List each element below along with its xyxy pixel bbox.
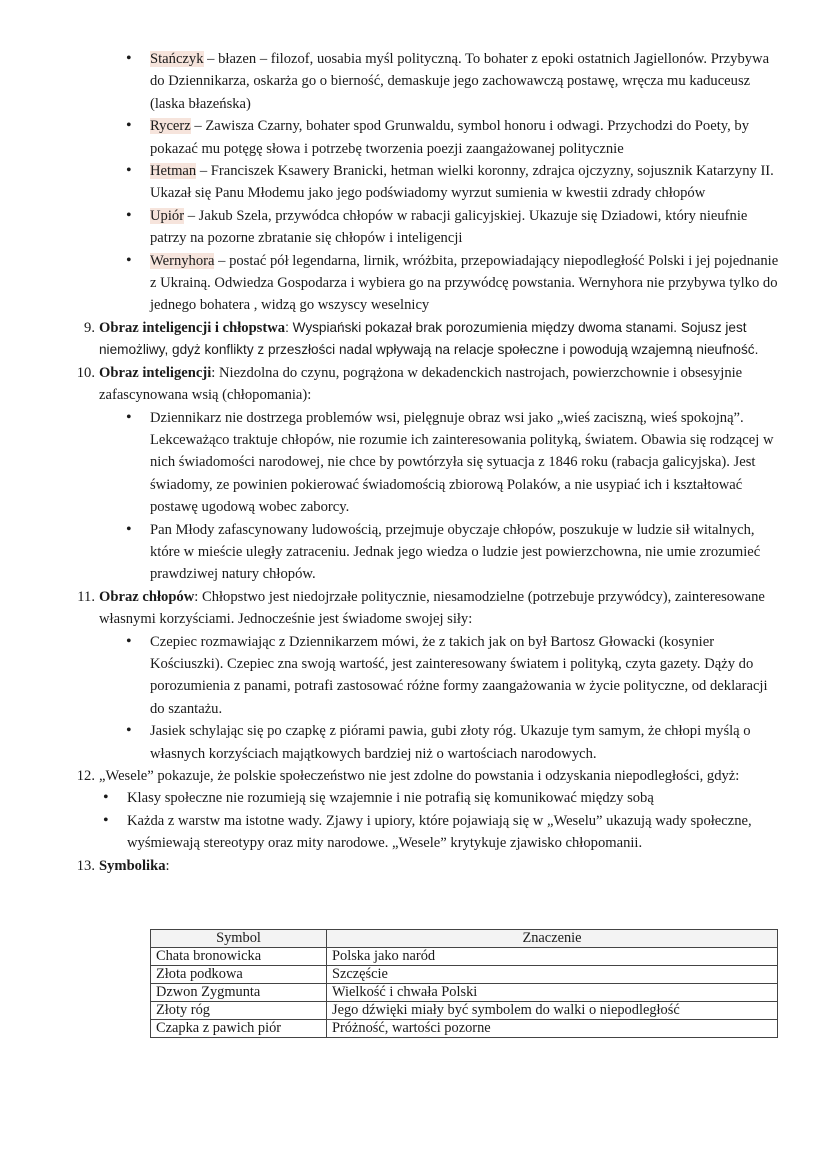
- bullet-icon: •: [126, 520, 132, 538]
- item-12-bullet: [103, 810, 777, 855]
- bullet-icon: •: [126, 408, 132, 426]
- bullet-icon: •: [103, 811, 109, 829]
- item-text: : Wyspiański pokazał brak porozumienia między dwoma stanami. Sojusz jest niemożliwy, gdyż konflikty z przeszłości nadal wpływają na relacje społeczne i powodują wzajemną nieufność.: [99, 319, 759, 358]
- item-number: 9.: [84, 319, 95, 336]
- bullet-text: Każda z warstw ma istotne wady. Zjawy i upiory, które pojawiają się w „Weselu” ukazują wady społeczne, wyśmiewają stereotypy oraz mity narodowe. „Wesele” krytykuje zjawisko chłopomanii.: [127, 812, 752, 852]
- meaning-cell: Wielkość i chwała Polski: [327, 984, 778, 1002]
- bullet-icon: •: [126, 722, 132, 740]
- bullet-icon: •: [126, 117, 132, 135]
- item-number: 12.: [76, 768, 95, 784]
- table-row: [151, 948, 778, 966]
- character-name: Wernyhora: [150, 252, 215, 269]
- item-10: [76, 362, 774, 407]
- item-11-bullet: [126, 720, 775, 765]
- meaning-cell: Polska jako naród: [327, 948, 778, 966]
- character-name: Hetman: [150, 163, 197, 180]
- item-number: 11.: [77, 588, 95, 605]
- character-item: [126, 250, 780, 317]
- character-description: – Franciszek Ksawery Branicki, hetman wielki koronny, zdrajca ojczyzny, sojusznik Katarzyny II. Ukazał się Panu Młodemu jako jego podświadomy wyrzut sumienia w kwestii zdrady chłopów: [150, 163, 774, 202]
- character-description: – błazen – filozof, uosabia myśl polityczną. To bohater z epoki ostatnich Jagiellonów. Przybywa do Dziennikarza, oskarża go o bierność, demaskuje jego zachowawczą postawę, wręcza mu kaduceusz (laska błazeńska): [150, 51, 770, 112]
- table-header-row: [151, 930, 778, 948]
- symbol-cell: Chata bronowicka: [151, 948, 327, 966]
- meaning-cell: Jego dźwięki miały być symbolem do walki o niepodległość: [327, 1002, 778, 1020]
- item-10-bullet: [126, 407, 775, 519]
- character-item: [126, 205, 780, 250]
- item-12-bullet: [103, 787, 777, 809]
- character-item: [126, 48, 780, 115]
- character-item: [126, 115, 780, 160]
- document-page: [0, 48, 828, 877]
- symbol-cell: Dzwon Zygmunta: [151, 984, 327, 1002]
- table-row: [151, 1002, 778, 1020]
- symbol-cell: Czapka z pawich piór: [151, 1020, 327, 1038]
- item-12: [76, 765, 774, 787]
- meaning-cell: Szczęście: [327, 966, 778, 984]
- item-text: „Wesele” pokazuje, że polskie społeczeństwo nie jest zdolne do powstania i odzyskania niepodległości, gdyż:: [99, 768, 740, 784]
- item-title: Obraz chłopów: [99, 588, 195, 605]
- bullet-icon: •: [103, 789, 109, 807]
- bullet-text: Klasy społeczne nie rozumieją się wzajemnie i nie potrafią się komunikować między sobą: [127, 790, 654, 807]
- character-description: – Jakub Szela, przywódca chłopów w rabacji galicyjskiej. Ukazuje się Dziadowi, który nieufnie patrzy na pozorne zbratanie się chłopów i inteligencji: [150, 207, 748, 247]
- item-number: 13.: [76, 857, 95, 874]
- item-10-bullet: [126, 519, 775, 586]
- symbol-cell: Złota podkowa: [151, 966, 327, 984]
- character-name: Rycerz: [150, 118, 191, 135]
- character-name: Upiór: [150, 207, 185, 224]
- character-description: – postać pół legendarna, lirnik, wróżbita, przepowiadający niepodległość Polski i jej pojednanie z Ukrainą. Odwiedza Gospodarza i wybiera go na przywódcę powstania. Wernyhora nie przybywa tylko do jednego bohatera , widzą go wszyscy weselnicy: [150, 252, 779, 314]
- character-list: [0, 48, 828, 317]
- character-item: [126, 160, 780, 205]
- character-name: Stańczyk: [150, 51, 204, 67]
- character-description: – Zawisza Czarny, bohater spod Grunwaldu, symbol honoru i odwagi. Przychodzi do Poety, by pokazać mu potęgę słowa i potrzebę tworzenia poezji zaangażowanej politycznie: [150, 118, 749, 157]
- meaning-cell: Próżność, wartości pozorne: [327, 1020, 778, 1038]
- symbol-cell: Złoty róg: [151, 1002, 327, 1020]
- table-row: [151, 984, 778, 1002]
- table-header: Znaczenie: [327, 930, 778, 948]
- table-row: [151, 1020, 778, 1038]
- table-header: Symbol: [151, 930, 327, 948]
- bullet-text: Czepiec rozmawiając z Dziennikarzem mówi, że z takich jak on był Bartosz Głowacki (kosynier Kościuszki). Czepiec zna swoją wartość, jest zainteresowany światem i polityką, czyta gazety. Dąży do porozumienia z panami, potrafi zastosować różne formy zaangażowania w życie polityczne, od deklaracji do szantażu.: [150, 633, 768, 717]
- item-13: [76, 855, 774, 877]
- bullet-text: Jasiek schylając się po czapkę z piórami pawia, gubi złoty róg. Ukazuje tym samym, że chłopi myślą o własnych korzyściach majątkowych bardziej niż o wartościach narodowych.: [150, 723, 751, 762]
- symbol-table: [150, 929, 778, 1038]
- item-11-bullet: [126, 631, 775, 721]
- bullet-text: Pan Młody zafascynowany ludowością, przejmuje obyczaje chłopów, poszukuje w ludzie sił witalnych, które w mieście uległy zatraceniu. Jednak jego wiedza o ludzie jest powierzchowna, nie umie zrozumieć prawdziwej natury chłopów.: [150, 521, 761, 583]
- table-row: [151, 966, 778, 984]
- bullet-icon: •: [126, 632, 132, 650]
- item-title: Obraz inteligencji: [99, 364, 212, 381]
- item-title: Obraz inteligencji i chłopstwa: [99, 319, 286, 336]
- bullet-icon: •: [126, 251, 132, 269]
- item-text: : Chłopstwo jest niedojrzałe politycznie, niesamodzielne (potrzebuje przywódcy), zainteresowane własnymi korzyściami. Jednocześnie jest świadome swojej siły:: [99, 588, 765, 628]
- item-number: 10.: [76, 364, 95, 381]
- bullet-icon: •: [126, 206, 132, 224]
- item-colon: :: [165, 857, 170, 874]
- item-text: : Niezdolna do czynu, pogrążona w dekadenckich nastrojach, powierzchownie i obsesyjnie zafascynowana wsią (chłopomania):: [99, 364, 743, 404]
- item-11: [77, 586, 774, 631]
- item-title: Symbolika: [99, 857, 166, 874]
- item-9: [84, 317, 774, 362]
- bullet-icon: •: [126, 162, 132, 180]
- bullet-text: Dziennikarz nie dostrzega problemów wsi, pielęgnuje obraz wsi jako „wieś zaciszną, wieś spokojną”. Lekceważąco traktuje chłopów, nie rozumie ich zainteresowania polityką, światem. Obawia się rodzącej w nich świadomości narodowej, nie chce by powtórzyła się sytuacja z 1846 roku (rabacja galicyjska). Jest świadomy, ze powinien pokierować świadomością zbiorową Polaków, a nie usypiać ich i kształtować postawę ugodową wobec zaborcy.: [150, 409, 774, 516]
- bullet-icon: •: [126, 50, 132, 67]
